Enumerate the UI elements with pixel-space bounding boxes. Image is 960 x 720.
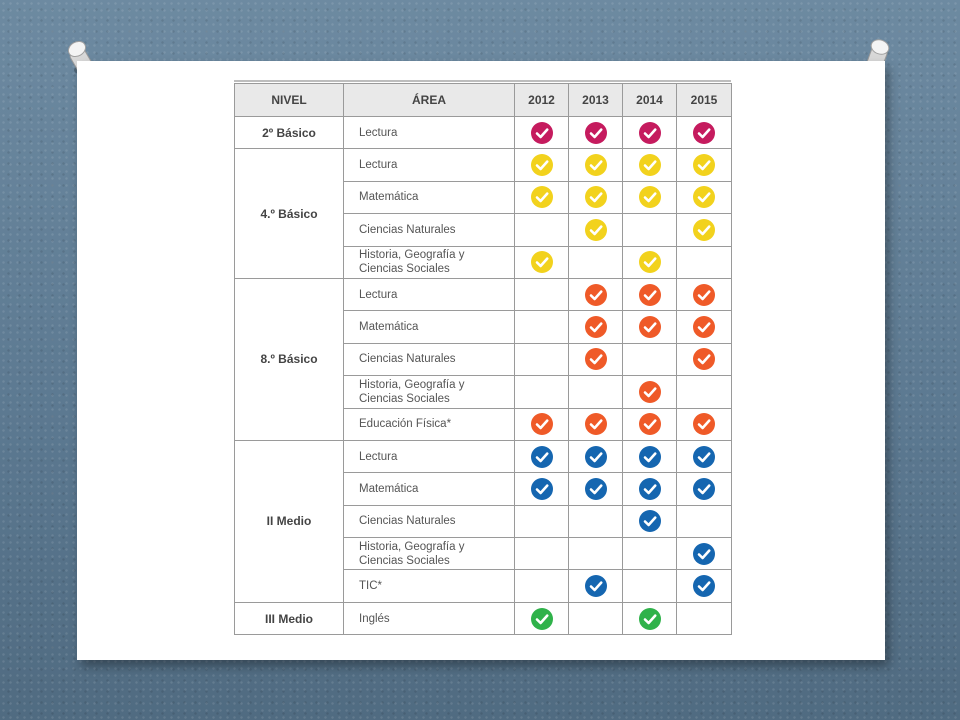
check-circle-icon [693, 316, 715, 338]
area-cell: Lectura [344, 278, 515, 310]
table-row [235, 440, 732, 472]
area-cell: Matemática [344, 311, 515, 343]
check-circle-icon [693, 446, 715, 468]
area-cell [344, 538, 515, 570]
check-circle-icon [639, 381, 661, 403]
header-nivel: NIVEL [235, 84, 344, 117]
nivel-cell: 2º Básico [235, 117, 344, 149]
table-row [235, 149, 732, 181]
mark-cell-2012 [515, 473, 569, 505]
mark-cell-2013 [569, 602, 623, 634]
header-year-2014: 2014 [623, 84, 677, 117]
nivel-cell: II Medio [235, 440, 344, 602]
mark-cell-2012 [515, 440, 569, 472]
area-cell: Inglés [344, 602, 515, 634]
mark-cell-2014 [623, 602, 677, 634]
mark-cell-2013 [569, 181, 623, 213]
mark-cell-2012 [515, 505, 569, 537]
check-circle-icon [639, 608, 661, 630]
area-line: Historia, Geografía y [359, 249, 465, 262]
mark-cell-2014 [623, 278, 677, 310]
check-circle-icon [639, 154, 661, 176]
table-row [235, 278, 732, 310]
mark-cell-2013 [569, 538, 623, 570]
mark-cell-2012 [515, 343, 569, 375]
check-circle-icon [693, 543, 715, 565]
area-cell [344, 246, 515, 278]
mark-cell-2013 [569, 440, 623, 472]
mark-cell-2015 [677, 311, 732, 343]
mark-cell-2013 [569, 214, 623, 246]
slide [77, 61, 885, 660]
table-row [235, 602, 732, 634]
mark-cell-2014 [623, 408, 677, 440]
mark-cell-2015 [677, 505, 732, 537]
table-top-rule [234, 80, 731, 82]
mark-cell-2012 [515, 117, 569, 149]
check-circle-icon [693, 478, 715, 500]
check-circle-icon [531, 251, 553, 273]
area-cell [344, 376, 515, 408]
area-line: Historia, Geografía y [359, 378, 465, 391]
mark-cell-2013 [569, 505, 623, 537]
mark-cell-2012 [515, 181, 569, 213]
check-circle-icon [639, 510, 661, 532]
mark-cell-2014 [623, 440, 677, 472]
check-circle-icon [585, 348, 607, 370]
check-circle-icon [585, 575, 607, 597]
check-circle-icon [531, 413, 553, 435]
mark-cell-2013 [569, 278, 623, 310]
mark-cell-2014 [623, 214, 677, 246]
mark-cell-2014 [623, 181, 677, 213]
check-circle-icon [693, 186, 715, 208]
mark-cell-2013 [569, 473, 623, 505]
mark-cell-2013 [569, 117, 623, 149]
check-circle-icon [531, 186, 553, 208]
check-circle-icon [693, 413, 715, 435]
check-circle-icon [585, 186, 607, 208]
check-circle-icon [531, 154, 553, 176]
check-circle-icon [531, 608, 553, 630]
table-header-row [235, 84, 732, 117]
mark-cell-2014 [623, 246, 677, 278]
mark-cell-2012 [515, 570, 569, 602]
mark-cell-2015 [677, 538, 732, 570]
check-circle-icon [639, 251, 661, 273]
nivel-cell: 4.º Básico [235, 149, 344, 279]
header-year-2015: 2015 [677, 84, 732, 117]
mark-cell-2013 [569, 343, 623, 375]
check-circle-icon [693, 154, 715, 176]
mark-cell-2012 [515, 602, 569, 634]
mark-cell-2013 [569, 246, 623, 278]
area-cell: Ciencias Naturales [344, 505, 515, 537]
area-line: Ciencias Sociales [359, 263, 450, 276]
check-circle-icon [531, 446, 553, 468]
check-circle-icon [693, 575, 715, 597]
area-line: Ciencias Sociales [359, 392, 450, 405]
check-circle-icon [585, 219, 607, 241]
table-row [235, 117, 732, 149]
mark-cell-2015 [677, 246, 732, 278]
mark-cell-2014 [623, 505, 677, 537]
mark-cell-2012 [515, 408, 569, 440]
area-cell: Educación Física* [344, 408, 515, 440]
check-circle-icon [639, 284, 661, 306]
check-circle-icon [531, 478, 553, 500]
mark-cell-2014 [623, 343, 677, 375]
mark-cell-2012 [515, 538, 569, 570]
mark-cell-2014 [623, 311, 677, 343]
header-year-2012: 2012 [515, 84, 569, 117]
mark-cell-2015 [677, 278, 732, 310]
mark-cell-2015 [677, 473, 732, 505]
area-line: Historia, Geografía y [359, 540, 465, 553]
header-year-2013: 2013 [569, 84, 623, 117]
mark-cell-2013 [569, 408, 623, 440]
mark-cell-2015 [677, 181, 732, 213]
check-circle-icon [585, 446, 607, 468]
mark-cell-2015 [677, 214, 732, 246]
mark-cell-2012 [515, 376, 569, 408]
mark-cell-2015 [677, 440, 732, 472]
mark-cell-2014 [623, 117, 677, 149]
check-circle-icon [639, 446, 661, 468]
check-circle-icon [639, 478, 661, 500]
mark-cell-2015 [677, 570, 732, 602]
check-circle-icon [693, 348, 715, 370]
mark-cell-2014 [623, 538, 677, 570]
check-circle-icon [693, 122, 715, 144]
mark-cell-2012 [515, 246, 569, 278]
check-circle-icon [639, 413, 661, 435]
mark-cell-2015 [677, 149, 732, 181]
area-cell: TIC* [344, 570, 515, 602]
mark-cell-2012 [515, 149, 569, 181]
check-circle-icon [639, 316, 661, 338]
mark-cell-2014 [623, 473, 677, 505]
area-cell: Lectura [344, 117, 515, 149]
nivel-cell: III Medio [235, 602, 344, 634]
check-circle-icon [639, 122, 661, 144]
area-cell: Ciencias Naturales [344, 214, 515, 246]
mark-cell-2012 [515, 311, 569, 343]
mark-cell-2015 [677, 408, 732, 440]
check-circle-icon [585, 413, 607, 435]
mark-cell-2014 [623, 376, 677, 408]
check-circle-icon [585, 478, 607, 500]
mark-cell-2015 [677, 602, 732, 634]
mark-cell-2013 [569, 570, 623, 602]
area-cell: Matemática [344, 473, 515, 505]
check-circle-icon [585, 316, 607, 338]
area-cell: Lectura [344, 149, 515, 181]
mark-cell-2013 [569, 149, 623, 181]
evaluation-table [234, 83, 732, 635]
mark-cell-2012 [515, 278, 569, 310]
mark-cell-2012 [515, 214, 569, 246]
check-circle-icon [693, 284, 715, 306]
check-circle-icon [531, 122, 553, 144]
check-circle-icon [585, 284, 607, 306]
nivel-cell: 8.º Básico [235, 278, 344, 440]
mark-cell-2013 [569, 376, 623, 408]
area-cell: Ciencias Naturales [344, 343, 515, 375]
check-circle-icon [693, 219, 715, 241]
mark-cell-2014 [623, 570, 677, 602]
area-cell: Lectura [344, 440, 515, 472]
mark-cell-2015 [677, 376, 732, 408]
area-line: Ciencias Sociales [359, 554, 450, 567]
mark-cell-2014 [623, 149, 677, 181]
area-cell: Matemática [344, 181, 515, 213]
check-circle-icon [585, 154, 607, 176]
check-circle-icon [585, 122, 607, 144]
mark-cell-2013 [569, 311, 623, 343]
mark-cell-2015 [677, 117, 732, 149]
check-circle-icon [639, 186, 661, 208]
header-area: ÁREA [344, 84, 515, 117]
mark-cell-2015 [677, 343, 732, 375]
